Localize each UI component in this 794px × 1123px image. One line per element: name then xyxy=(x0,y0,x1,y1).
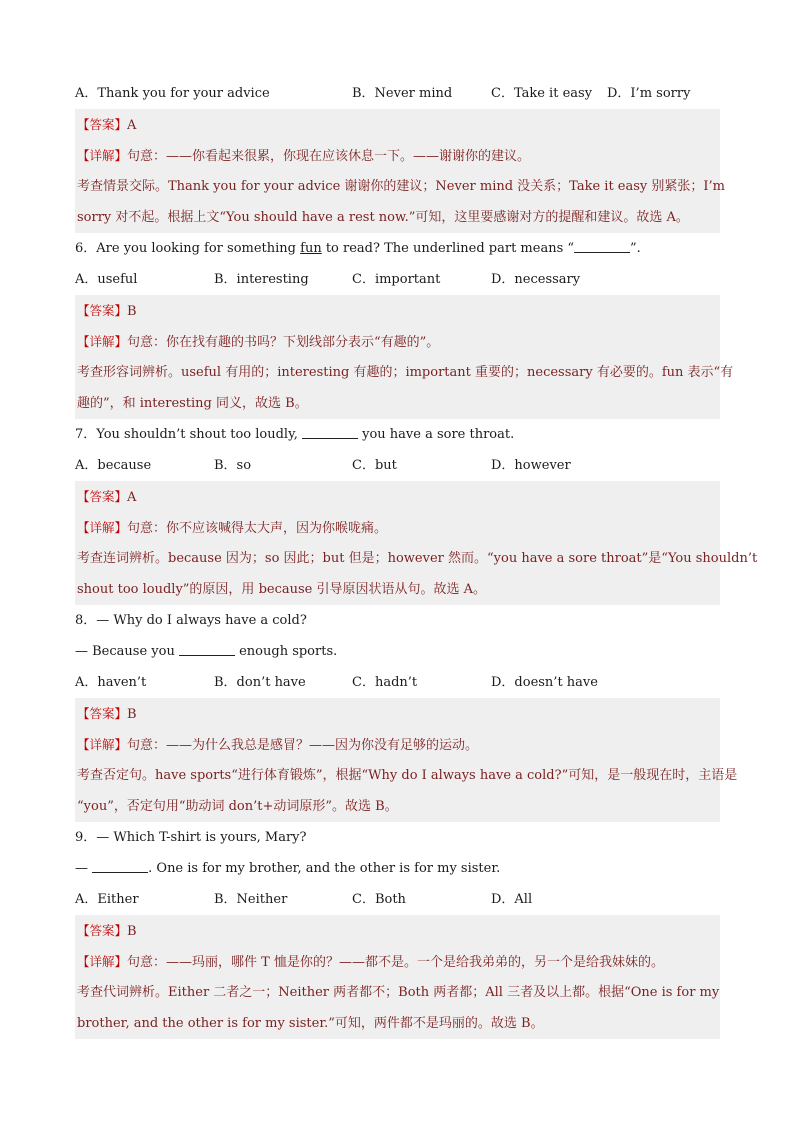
q9-blank xyxy=(92,858,148,873)
q5-option-a[interactable]: A．Thank you for your advice xyxy=(75,86,270,101)
q6-detail-1: 句意：你在找有趣的书吗？下划线部分表示“有趣的”。 xyxy=(127,335,440,350)
q7-options xyxy=(75,450,720,481)
q9-detail-2: 考查代词辨析。Either 二者之一；Neither 两者都不；Both 两者都；All 三者及以上都。根据“One is for my xyxy=(77,985,720,1000)
q6-option-d[interactable]: D．necessary xyxy=(491,272,581,287)
detail-tag: 【详解】 xyxy=(77,520,128,535)
answer-tag: 【答案】 xyxy=(77,706,128,721)
q6-answer-box xyxy=(75,295,734,419)
q5-option-b[interactable]: B．Never mind xyxy=(352,86,453,101)
exercise-page xyxy=(75,78,758,1039)
q9-options xyxy=(75,884,720,915)
q6-options xyxy=(75,264,720,295)
q8-blank xyxy=(179,641,235,656)
q9-detail-3: brother, and the other is for my sister.”可知，两件都不是玛丽的。故选 B。 xyxy=(77,1016,544,1031)
q8-stem-2: — Because you enough sports. xyxy=(75,636,720,667)
q6-option-b[interactable]: B．interesting xyxy=(214,272,309,287)
detail-tag: 【详解】 xyxy=(77,148,128,163)
q7-option-b[interactable]: B．so xyxy=(214,458,252,473)
detail-tag: 【详解】 xyxy=(77,334,128,349)
answer-tag: 【答案】 xyxy=(77,489,128,504)
q7-option-a[interactable]: A．because xyxy=(75,458,152,473)
q9-option-b[interactable]: B．Neither xyxy=(214,892,288,907)
q5-option-c[interactable]: C．Take it easy xyxy=(491,86,593,101)
q7-blank xyxy=(302,424,358,439)
answer-tag: 【答案】 xyxy=(77,923,128,938)
q8-detail-3: “you”，否定句用“助动词 don’t+动词原形”。故选 B。 xyxy=(77,799,398,814)
detail-tag: 【详解】 xyxy=(77,737,128,752)
q5-answer: A xyxy=(127,118,137,133)
q8-option-b[interactable]: B．don’t have xyxy=(214,675,306,690)
q7-detail-3: shout too loudly”的原因，用 because 引导原因状语从句。故选 A。 xyxy=(77,582,487,597)
q6-blank xyxy=(574,238,630,253)
q8-stem-1: 8．— Why do I always have a cold? xyxy=(75,613,307,628)
q9-stem-2: — . One is for my brother, and the other is for my sister. xyxy=(75,853,720,884)
answer-tag: 【答案】 xyxy=(77,303,128,318)
q9-stem-1: 9．— Which T-shirt is yours, Mary? xyxy=(75,830,307,845)
q9-detail-1: 句意：——玛丽，哪件 T 恤是你的？——都不是。一个是给我弟弟的，另一个是给我妹妹的。 xyxy=(127,955,664,970)
q6-option-a[interactable]: A．useful xyxy=(75,272,138,287)
q9-answer: B xyxy=(127,924,137,939)
q7-detail-2: 考查连词辨析。because 因为；so 因此；but 但是；however 然而。“you have a sore throat”是“You shouldn’t xyxy=(77,551,758,566)
q6-detail-3: 趣的”，和 interesting 同义，故选 B。 xyxy=(77,396,308,411)
q7-option-c[interactable]: C．but xyxy=(352,458,397,473)
q9-option-c[interactable]: C．Both xyxy=(352,892,406,907)
q9-option-a[interactable]: A．Either xyxy=(75,892,139,907)
q8-answer-box xyxy=(75,698,738,822)
q8-answer: B xyxy=(127,707,137,722)
q5-detail-1: 句意：——你看起来很累，你现在应该休息一下。——谢谢你的建议。 xyxy=(127,149,531,164)
q6-option-c[interactable]: C．important xyxy=(352,272,441,287)
q6-answer: B xyxy=(127,304,137,319)
q7-answer: A xyxy=(127,490,137,505)
q8-options xyxy=(75,667,720,698)
q5-answer-box xyxy=(75,109,725,233)
q9-option-d[interactable]: D．All xyxy=(491,892,533,907)
q5-detail-3: sorry 对不起。根据上文“You should have a rest now.”可知，这里要感谢对方的提醒和建议。故选 A。 xyxy=(77,210,689,225)
q5-detail-2: 考查情景交际。Thank you for your advice 谢谢你的建议；Never mind 没关系；Take it easy 别紧张；I’m xyxy=(77,179,725,194)
detail-tag: 【详解】 xyxy=(77,954,128,969)
q8-option-c[interactable]: C．hadn’t xyxy=(352,675,418,690)
q7-answer-box xyxy=(75,481,758,605)
q8-detail-1: 句意：——为什么我总是感冒？——因为你没有足够的运动。 xyxy=(127,738,479,753)
q7-option-d[interactable]: D．however xyxy=(491,458,571,473)
q6-stem: 6．Are you looking for something fun to read? The underlined part means “ ”. xyxy=(75,233,720,264)
q6-detail-2: 考查形容词辨析。useful 有用的；interesting 有趣的；important 重要的；necessary 有必要的。fun 表示“有 xyxy=(77,365,734,380)
q6-underlined-word: fun xyxy=(300,241,322,256)
q5-option-d[interactable]: D．I’m sorry xyxy=(607,86,691,101)
q7-detail-1: 句意：你不应该喊得太大声，因为你喉咙痛。 xyxy=(127,521,388,536)
q9-answer-box xyxy=(75,915,720,1039)
q7-stem: 7．You shouldn’t shout too loudly, you have a sore throat. xyxy=(75,419,720,450)
answer-tag: 【答案】 xyxy=(77,117,128,132)
q8-option-d[interactable]: D．doesn’t have xyxy=(491,675,598,690)
q8-option-a[interactable]: A．haven’t xyxy=(75,675,147,690)
q8-detail-2: 考查否定句。have sports“进行体育锻炼”，根据“Why do I always have a cold?”可知，是一般现在时，主语是 xyxy=(77,768,738,783)
q5-options xyxy=(75,78,720,109)
